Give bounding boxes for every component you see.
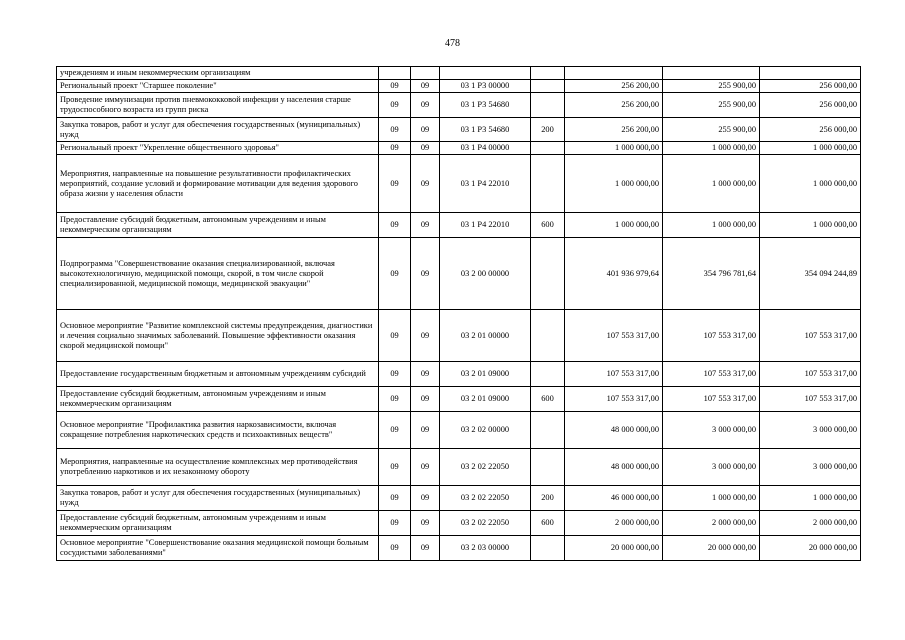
subsection-code-cell: 09 xyxy=(411,536,440,561)
section-code-cell: 09 xyxy=(379,93,411,118)
target-article-cell: 03 2 00 00000 xyxy=(440,238,531,310)
item-name-cell: Основное мероприятие "Профилактика развития наркозависимости, включая сокращение потребления наркотических средств и психоактивных веществ" xyxy=(57,412,379,449)
amount-year3-cell xyxy=(760,67,861,80)
expense-type-cell: 600 xyxy=(531,511,565,536)
amount-year3-cell: 1 000 000,00 xyxy=(760,155,861,213)
expense-type-cell xyxy=(531,362,565,387)
target-article-cell: 03 1 P3 00000 xyxy=(440,80,531,93)
table-row xyxy=(57,536,861,561)
expense-type-cell xyxy=(531,449,565,486)
item-name-cell: Закупка товаров, работ и услуг для обеспечения государственных (муниципальных) нужд xyxy=(57,486,379,511)
amount-year1-cell: 256 200,00 xyxy=(565,80,663,93)
amount-year3-cell: 107 553 317,00 xyxy=(760,387,861,412)
amount-year1-cell: 107 553 317,00 xyxy=(565,362,663,387)
amount-year1-cell: 48 000 000,00 xyxy=(565,412,663,449)
expense-type-cell: 200 xyxy=(531,118,565,142)
target-article-cell: 03 2 01 00000 xyxy=(440,310,531,362)
item-name-cell: Основное мероприятие "Совершенствование оказания медицинской помощи больным сосудистыми заболеваниями" xyxy=(57,536,379,561)
amount-year3-cell: 107 553 317,00 xyxy=(760,310,861,362)
table-row xyxy=(57,238,861,310)
target-article-cell: 03 2 02 00000 xyxy=(440,412,531,449)
table-row xyxy=(57,511,861,536)
budget-table xyxy=(56,66,861,561)
table-row xyxy=(57,486,861,511)
section-code-cell: 09 xyxy=(379,155,411,213)
table-row xyxy=(57,387,861,412)
table-row xyxy=(57,80,861,93)
section-code-cell: 09 xyxy=(379,486,411,511)
item-name-cell: Предоставление государственным бюджетным и автономным учреждениям субсидий xyxy=(57,362,379,387)
table-body xyxy=(57,67,861,561)
expense-type-cell: 600 xyxy=(531,387,565,412)
target-article-cell: 03 1 P4 22010 xyxy=(440,155,531,213)
table-row xyxy=(57,213,861,238)
target-article-cell: 03 2 02 22050 xyxy=(440,486,531,511)
amount-year2-cell: 255 900,00 xyxy=(663,118,760,142)
amount-year3-cell: 1 000 000,00 xyxy=(760,142,861,155)
subsection-code-cell: 09 xyxy=(411,93,440,118)
amount-year2-cell xyxy=(663,67,760,80)
amount-year2-cell: 354 796 781,64 xyxy=(663,238,760,310)
section-code-cell: 09 xyxy=(379,142,411,155)
table-row xyxy=(57,310,861,362)
subsection-code-cell: 09 xyxy=(411,238,440,310)
amount-year2-cell: 2 000 000,00 xyxy=(663,511,760,536)
subsection-code-cell: 09 xyxy=(411,362,440,387)
table-row xyxy=(57,449,861,486)
subsection-code-cell: 09 xyxy=(411,449,440,486)
table-row xyxy=(57,118,861,142)
section-code-cell: 09 xyxy=(379,412,411,449)
section-code-cell: 09 xyxy=(379,362,411,387)
amount-year3-cell: 256 000,00 xyxy=(760,93,861,118)
section-code-cell: 09 xyxy=(379,310,411,362)
expense-type-cell: 200 xyxy=(531,486,565,511)
expense-type-cell xyxy=(531,412,565,449)
subsection-code-cell: 09 xyxy=(411,118,440,142)
subsection-code-cell: 09 xyxy=(411,80,440,93)
item-name-cell: Предоставление субсидий бюджетным, автономным учреждениям и иным некоммерческим организациям xyxy=(57,387,379,412)
table-row xyxy=(57,67,861,80)
item-name-cell: Предоставление субсидий бюджетным, автономным учреждениям и иным некоммерческим организациям xyxy=(57,511,379,536)
amount-year2-cell: 3 000 000,00 xyxy=(663,449,760,486)
amount-year1-cell xyxy=(565,67,663,80)
amount-year1-cell: 1 000 000,00 xyxy=(565,155,663,213)
expense-type-cell xyxy=(531,536,565,561)
amount-year3-cell: 1 000 000,00 xyxy=(760,486,861,511)
amount-year1-cell: 46 000 000,00 xyxy=(565,486,663,511)
subsection-code-cell: 09 xyxy=(411,486,440,511)
target-article-cell: 03 2 02 22050 xyxy=(440,449,531,486)
table-row xyxy=(57,155,861,213)
table-row xyxy=(57,142,861,155)
amount-year2-cell: 3 000 000,00 xyxy=(663,412,760,449)
amount-year1-cell: 48 000 000,00 xyxy=(565,449,663,486)
expense-type-cell xyxy=(531,155,565,213)
section-code-cell: 09 xyxy=(379,387,411,412)
amount-year2-cell: 255 900,00 xyxy=(663,80,760,93)
amount-year2-cell: 107 553 317,00 xyxy=(663,387,760,412)
target-article-cell: 03 1 P4 22010 xyxy=(440,213,531,238)
amount-year2-cell: 1 000 000,00 xyxy=(663,486,760,511)
target-article-cell: 03 2 01 09000 xyxy=(440,387,531,412)
table-row xyxy=(57,412,861,449)
target-article-cell: 03 1 P4 00000 xyxy=(440,142,531,155)
subsection-code-cell: 09 xyxy=(411,511,440,536)
amount-year1-cell: 401 936 979,64 xyxy=(565,238,663,310)
item-name-cell: Подпрограмма "Совершенствование оказания специализированной, включая высокотехнологичную, медицинской помощи, скорой, в том числе скорой специализированной, медицинской помощи, медицинской эвакуации" xyxy=(57,238,379,310)
subsection-code-cell: 09 xyxy=(411,310,440,362)
amount-year3-cell: 1 000 000,00 xyxy=(760,213,861,238)
section-code-cell: 09 xyxy=(379,213,411,238)
amount-year1-cell: 1 000 000,00 xyxy=(565,142,663,155)
target-article-cell: 03 2 03 00000 xyxy=(440,536,531,561)
subsection-code-cell: 09 xyxy=(411,412,440,449)
section-code-cell: 09 xyxy=(379,536,411,561)
item-name-cell: Проведение иммунизации против пневмококковой инфекции у населения старше трудоспособного возраста из групп риска xyxy=(57,93,379,118)
item-name-cell: Региональный проект "Старшее поколение" xyxy=(57,80,379,93)
subsection-code-cell: 09 xyxy=(411,142,440,155)
amount-year3-cell: 3 000 000,00 xyxy=(760,449,861,486)
section-code-cell: 09 xyxy=(379,238,411,310)
amount-year1-cell: 107 553 317,00 xyxy=(565,310,663,362)
amount-year2-cell: 1 000 000,00 xyxy=(663,142,760,155)
section-code-cell: 09 xyxy=(379,449,411,486)
item-name-cell: Закупка товаров, работ и услуг для обеспечения государственных (муниципальных) нужд xyxy=(57,118,379,142)
expense-type-cell xyxy=(531,142,565,155)
table-row xyxy=(57,362,861,387)
amount-year2-cell: 20 000 000,00 xyxy=(663,536,760,561)
expense-type-cell xyxy=(531,67,565,80)
item-name-cell: Предоставление субсидий бюджетным, автономным учреждениям и иным некоммерческим организациям xyxy=(57,213,379,238)
amount-year2-cell: 255 900,00 xyxy=(663,93,760,118)
amount-year1-cell: 107 553 317,00 xyxy=(565,387,663,412)
section-code-cell: 09 xyxy=(379,118,411,142)
section-code-cell: 09 xyxy=(379,80,411,93)
subsection-code-cell: 09 xyxy=(411,387,440,412)
amount-year1-cell: 20 000 000,00 xyxy=(565,536,663,561)
amount-year3-cell: 2 000 000,00 xyxy=(760,511,861,536)
section-code-cell: 09 xyxy=(379,511,411,536)
subsection-code-cell xyxy=(411,67,440,80)
target-article-cell: 03 1 P3 54680 xyxy=(440,93,531,118)
target-article-cell: 03 2 01 09000 xyxy=(440,362,531,387)
expense-type-cell: 600 xyxy=(531,213,565,238)
table-row xyxy=(57,93,861,118)
page-number: 478 xyxy=(445,38,460,49)
amount-year3-cell: 107 553 317,00 xyxy=(760,362,861,387)
amount-year2-cell: 1 000 000,00 xyxy=(663,213,760,238)
item-name-cell: учреждениям и иным некоммерческим организациям xyxy=(57,67,379,80)
target-article-cell xyxy=(440,67,531,80)
amount-year3-cell: 256 000,00 xyxy=(760,118,861,142)
expense-type-cell xyxy=(531,310,565,362)
amount-year1-cell: 1 000 000,00 xyxy=(565,213,663,238)
amount-year3-cell: 20 000 000,00 xyxy=(760,536,861,561)
amount-year2-cell: 107 553 317,00 xyxy=(663,310,760,362)
section-code-cell xyxy=(379,67,411,80)
item-name-cell: Мероприятия, направленные на повышение результативности профилактических мероприятий, создание условий и формирование мотивации для ведения здорового образа жизни у населения области xyxy=(57,155,379,213)
amount-year3-cell: 256 000,00 xyxy=(760,80,861,93)
amount-year2-cell: 1 000 000,00 xyxy=(663,155,760,213)
item-name-cell: Региональный проект "Укрепление общественного здоровья" xyxy=(57,142,379,155)
amount-year1-cell: 2 000 000,00 xyxy=(565,511,663,536)
amount-year2-cell: 107 553 317,00 xyxy=(663,362,760,387)
amount-year3-cell: 3 000 000,00 xyxy=(760,412,861,449)
target-article-cell: 03 2 02 22050 xyxy=(440,511,531,536)
subsection-code-cell: 09 xyxy=(411,155,440,213)
amount-year1-cell: 256 200,00 xyxy=(565,118,663,142)
expense-type-cell xyxy=(531,238,565,310)
expense-type-cell xyxy=(531,93,565,118)
target-article-cell: 03 1 P3 54680 xyxy=(440,118,531,142)
expense-type-cell xyxy=(531,80,565,93)
subsection-code-cell: 09 xyxy=(411,213,440,238)
item-name-cell: Мероприятия, направленные на осуществление комплексных мер противодействия употреблению наркотиков и их незаконному обороту xyxy=(57,449,379,486)
amount-year3-cell: 354 094 244,89 xyxy=(760,238,861,310)
amount-year1-cell: 256 200,00 xyxy=(565,93,663,118)
item-name-cell: Основное мероприятие "Развитие комплексной системы предупреждения, диагностики и лечения социально значимых заболеваний. Повышение эффективности оказания скорой медицинской помощи" xyxy=(57,310,379,362)
